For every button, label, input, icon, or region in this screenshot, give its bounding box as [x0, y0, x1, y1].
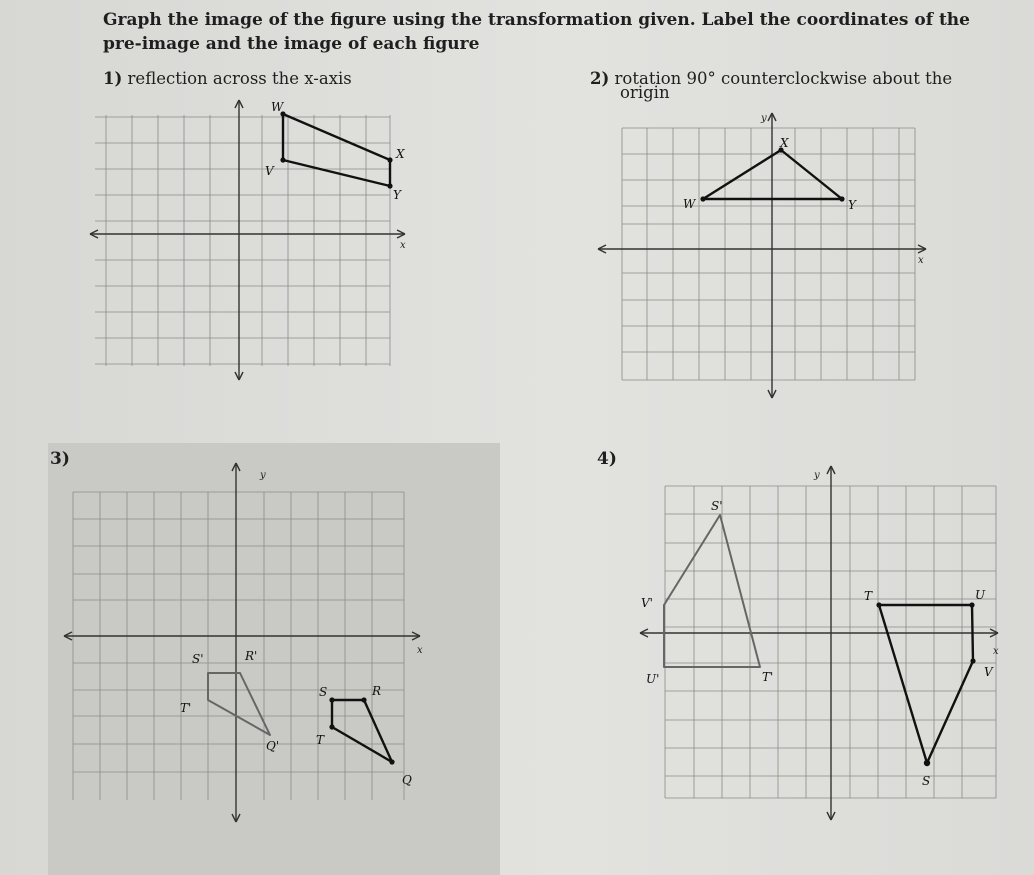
- graph-1-label-y: Y: [393, 188, 401, 202]
- graph-4-label-s: S: [922, 774, 931, 788]
- graph-1-label-x: X: [396, 147, 405, 161]
- graph-4-label-t: T: [864, 589, 873, 603]
- graph-4-point-v: [970, 658, 975, 663]
- graph-4-label-u: U: [975, 588, 986, 602]
- problem-2-text: rotation 90° counterclockwise about the: [614, 69, 953, 88]
- graph-3-label-t-prime: T': [180, 701, 192, 715]
- graph-3-label-q-prime: Q': [266, 739, 280, 753]
- graph-2-label-w: W: [683, 197, 696, 211]
- graph-4-point-t: [876, 602, 881, 607]
- graph-3-label-q: Q: [402, 773, 412, 787]
- graph-3-label-r-prime: R': [245, 649, 258, 663]
- graph-2-label-x: X: [780, 136, 789, 150]
- graph-1-label-w: W: [271, 100, 284, 114]
- problem-4-number: 4): [597, 449, 617, 469]
- problem-1-text: reflection across the x-axis: [127, 69, 352, 88]
- graph-4-preimage-figure: [879, 605, 973, 763]
- graph-4-label-t-prime: T': [762, 670, 774, 684]
- graph-3-x-axis-label: x: [417, 645, 423, 656]
- problem-1-number: 1): [103, 69, 123, 88]
- graph-3-y-axis-label: y: [260, 470, 266, 481]
- graph-4-label-s-prime: S': [711, 499, 723, 513]
- graph-4-image-figure: [664, 515, 760, 667]
- graph-2-label-y: Y: [848, 198, 856, 212]
- graph-4-y-axis-label: y: [814, 470, 820, 481]
- problem-3-number: 3): [50, 449, 70, 469]
- graph-1-x-axis-label: x: [400, 240, 406, 251]
- graph-4-point-s: [924, 760, 930, 766]
- graph-3-label-s: S: [319, 685, 328, 699]
- graph-3-label-r: R: [372, 684, 382, 698]
- graph-4-label-v-prime: V': [641, 596, 653, 610]
- graph-3-label-s-prime: S': [192, 652, 204, 666]
- problem-2-number: 2): [590, 69, 610, 88]
- graph-2-y-axis-label: y: [761, 113, 767, 124]
- graph-1-label-v: V: [265, 164, 274, 178]
- instructions-line-1: Graph the image of the figure using the transformation given. Label the coordinates of the: [103, 10, 970, 30]
- graph-4-label-v: V: [984, 665, 993, 679]
- graph-4-label-u-prime: U': [646, 672, 660, 686]
- graph-2-x-axis-label: x: [918, 255, 924, 266]
- instructions-line-2: pre-image and the image of each figure: [103, 34, 480, 54]
- graph-4-point-u: [969, 602, 974, 607]
- graph-4-x-axis-label: x: [993, 646, 999, 657]
- graph-3-label-t: T: [316, 733, 325, 747]
- problem-2-text-line-2: origin: [620, 83, 670, 102]
